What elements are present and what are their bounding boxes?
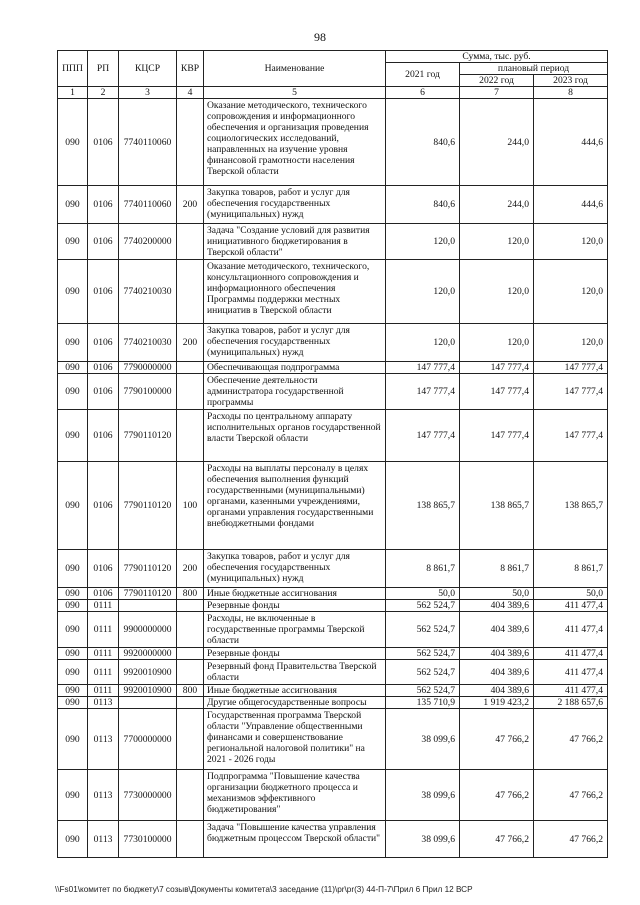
amount-2023-cell: 444,6 [534, 99, 608, 186]
amount-2022-cell: 404 389,6 [460, 685, 534, 697]
kcsr-cell: 7790110120 [119, 588, 177, 600]
amount-2023-cell: 138 865,7 [534, 462, 608, 550]
amount-2021-cell: 120,0 [386, 324, 460, 362]
table-row [58, 374, 608, 410]
header-planned: плановый период [460, 63, 608, 75]
table-row [58, 462, 608, 550]
amount-2021-cell: 562 524,7 [386, 648, 460, 660]
table-row [58, 550, 608, 588]
col-number: 7 [460, 87, 534, 99]
amount-2023-cell: 147 777,4 [534, 410, 608, 462]
name-cell: Оказание методического, технического сопровождения и информационного обеспечения и организация проведения социологических исследований, направленных на изучение уровня финансовой грамотности населения Тверской области [204, 99, 386, 186]
rp-cell: 0111 [88, 685, 119, 697]
table-row [58, 697, 608, 709]
page-number: 98 [314, 30, 326, 44]
rp-cell: 0106 [88, 324, 119, 362]
kcsr-cell: 9920000000 [119, 648, 177, 660]
header-kvr: КВР [177, 51, 204, 87]
amount-2021-cell: 120,0 [386, 260, 460, 324]
kcsr-cell: 7790000000 [119, 362, 177, 374]
amount-2021-cell: 562 524,7 [386, 685, 460, 697]
ppp-cell: 090 [58, 324, 88, 362]
col-number: 8 [534, 87, 608, 99]
kvr-cell: 100 [177, 462, 204, 550]
ppp-cell: 090 [58, 410, 88, 462]
amount-2021-cell: 562 524,7 [386, 600, 460, 612]
amount-2023-cell: 47 766,2 [534, 770, 608, 821]
table-row [58, 685, 608, 697]
kvr-cell [177, 99, 204, 186]
name-cell: Иные бюджетные ассигнования [204, 685, 386, 697]
rp-cell: 0113 [88, 770, 119, 821]
col-number: 1 [58, 87, 88, 99]
table-row [58, 186, 608, 224]
kvr-cell [177, 612, 204, 648]
kcsr-cell: 7740210030 [119, 324, 177, 362]
amount-2023-cell: 147 777,4 [534, 374, 608, 410]
rp-cell: 0106 [88, 550, 119, 588]
amount-2021-cell: 135 710,9 [386, 697, 460, 709]
kvr-cell [177, 821, 204, 858]
name-cell: Задача "Создание условий для развития инициативного бюджетирования в Тверской области" [204, 224, 386, 260]
kcsr-cell: 9920010900 [119, 685, 177, 697]
amount-2021-cell: 38 099,6 [386, 770, 460, 821]
amount-2023-cell: 444,6 [534, 186, 608, 224]
kvr-cell [177, 600, 204, 612]
table-row [58, 362, 608, 374]
kvr-cell: 800 [177, 685, 204, 697]
amount-2023-cell: 411 477,4 [534, 685, 608, 697]
ppp-cell: 090 [58, 588, 88, 600]
ppp-cell: 090 [58, 462, 88, 550]
rp-cell: 0111 [88, 648, 119, 660]
amount-2022-cell: 120,0 [460, 224, 534, 260]
kvr-cell [177, 648, 204, 660]
table-row [58, 709, 608, 770]
kcsr-cell: 7740200000 [119, 224, 177, 260]
rp-cell: 0111 [88, 612, 119, 648]
kcsr-cell: 7730100000 [119, 821, 177, 858]
amount-2022-cell: 47 766,2 [460, 770, 534, 821]
name-cell: Обеспечивающая подпрограмма [204, 362, 386, 374]
amount-2023-cell: 120,0 [534, 224, 608, 260]
table-row [58, 224, 608, 260]
kcsr-cell: 7740110060 [119, 186, 177, 224]
amount-2021-cell: 38 099,6 [386, 821, 460, 858]
amount-2022-cell: 50,0 [460, 588, 534, 600]
amount-2022-cell: 147 777,4 [460, 362, 534, 374]
amount-2023-cell: 2 188 657,6 [534, 697, 608, 709]
amount-2023-cell: 411 477,4 [534, 648, 608, 660]
ppp-cell: 090 [58, 660, 88, 685]
name-cell: Расходы на выплаты персоналу в целях обеспечения выполнения функций государственными (муниципальными) органами, казенными учреждениями, органами управления государственными внебюджетными фондами [204, 462, 386, 550]
kcsr-cell: 7740210030 [119, 260, 177, 324]
table-row [58, 600, 608, 612]
rp-cell: 0113 [88, 709, 119, 770]
amount-2023-cell: 120,0 [534, 260, 608, 324]
name-cell: Закупка товаров, работ и услуг для обеспечения государственных (муниципальных) нужд [204, 186, 386, 224]
col-number: 3 [119, 87, 177, 99]
kcsr-cell: 7790110120 [119, 550, 177, 588]
header-2021: 2021 год [386, 63, 460, 87]
amount-2023-cell: 47 766,2 [534, 709, 608, 770]
kcsr-cell [119, 600, 177, 612]
rp-cell: 0111 [88, 600, 119, 612]
amount-2021-cell: 138 865,7 [386, 462, 460, 550]
budget-table [57, 50, 608, 858]
amount-2021-cell: 562 524,7 [386, 660, 460, 685]
ppp-cell: 090 [58, 260, 88, 324]
name-cell: Расходы по центральному аппарату исполнительных органов государственной власти Тверской области [204, 410, 386, 462]
header-ppp: ППП [58, 51, 88, 87]
kcsr-cell: 7790110120 [119, 410, 177, 462]
ppp-cell: 090 [58, 685, 88, 697]
kvr-cell: 200 [177, 186, 204, 224]
amount-2022-cell: 120,0 [460, 324, 534, 362]
kvr-cell [177, 410, 204, 462]
amount-2022-cell: 244,0 [460, 186, 534, 224]
kvr-cell [177, 709, 204, 770]
rp-cell: 0113 [88, 821, 119, 858]
name-cell: Государственная программа Тверской области "Управление общественными финансами и совершенствование региональной налоговой политики" на 2021 - 2026 годы [204, 709, 386, 770]
kvr-cell: 200 [177, 550, 204, 588]
ppp-cell: 090 [58, 362, 88, 374]
amount-2023-cell: 411 477,4 [534, 660, 608, 685]
amount-2022-cell: 47 766,2 [460, 821, 534, 858]
header-sum: Сумма, тыс. руб. [386, 51, 608, 63]
amount-2021-cell: 147 777,4 [386, 362, 460, 374]
name-cell: Обеспечение деятельности администратора государственной программы [204, 374, 386, 410]
header-2022: 2022 год [460, 75, 534, 87]
kvr-cell [177, 374, 204, 410]
kvr-cell [177, 260, 204, 324]
amount-2021-cell: 120,0 [386, 224, 460, 260]
kcsr-cell: 7740110060 [119, 99, 177, 186]
name-cell: Иные бюджетные ассигнования [204, 588, 386, 600]
amount-2021-cell: 147 777,4 [386, 410, 460, 462]
header-2023: 2023 год [534, 75, 608, 87]
name-cell: Резервные фонды [204, 600, 386, 612]
amount-2021-cell: 562 524,7 [386, 612, 460, 648]
file-path-footer: \\Fs01\комитет по бюджету\7 созыв\Документы комитета\3 заседание (11)\pr\pr(3) 44-П-7\Прил 6 Прил 12 ВСР [55, 885, 473, 894]
ppp-cell: 090 [58, 550, 88, 588]
kvr-cell [177, 697, 204, 709]
rp-cell: 0106 [88, 224, 119, 260]
name-cell: Закупка товаров, работ и услуг для обеспечения государственных (муниципальных) нужд [204, 550, 386, 588]
rp-cell: 0106 [88, 186, 119, 224]
kcsr-cell: 9920010900 [119, 660, 177, 685]
amount-2022-cell: 8 861,7 [460, 550, 534, 588]
rp-cell: 0106 [88, 362, 119, 374]
name-cell: Оказание методического, технического, консультационного сопровождения и информационного обеспечения Программы поддержки местных инициатив в Тверской области [204, 260, 386, 324]
rp-cell: 0111 [88, 660, 119, 685]
kcsr-cell: 9900000000 [119, 612, 177, 648]
amount-2022-cell: 120,0 [460, 260, 534, 324]
amount-2023-cell: 411 477,4 [534, 612, 608, 648]
ppp-cell: 090 [58, 224, 88, 260]
amount-2021-cell: 8 861,7 [386, 550, 460, 588]
kcsr-cell: 7700000000 [119, 709, 177, 770]
kcsr-cell: 7790110120 [119, 462, 177, 550]
col-number: 4 [177, 87, 204, 99]
name-cell: Закупка товаров, работ и услуг для обеспечения государственных (муниципальных) нужд [204, 324, 386, 362]
ppp-cell: 090 [58, 374, 88, 410]
name-cell: Резервные фонды [204, 648, 386, 660]
table-row [58, 821, 608, 858]
kcsr-cell: 7730000000 [119, 770, 177, 821]
col-number: 5 [204, 87, 386, 99]
table-row [58, 612, 608, 648]
rp-cell: 0106 [88, 374, 119, 410]
amount-2022-cell: 1 919 423,2 [460, 697, 534, 709]
amount-2023-cell: 147 777,4 [534, 362, 608, 374]
rp-cell: 0106 [88, 260, 119, 324]
amount-2023-cell: 120,0 [534, 324, 608, 362]
table-row [58, 99, 608, 186]
rp-cell: 0106 [88, 410, 119, 462]
ppp-cell: 090 [58, 697, 88, 709]
kvr-cell [177, 224, 204, 260]
amount-2021-cell: 840,6 [386, 186, 460, 224]
ppp-cell: 090 [58, 709, 88, 770]
rp-cell: 0106 [88, 99, 119, 186]
kvr-cell: 800 [177, 588, 204, 600]
name-cell: Подпрограмма "Повышение качества организации бюджетного процесса и механизмов эффективного бюджетирования" [204, 770, 386, 821]
name-cell: Резервный фонд Правительства Тверской области [204, 660, 386, 685]
kvr-cell [177, 660, 204, 685]
amount-2022-cell: 404 389,6 [460, 660, 534, 685]
amount-2023-cell: 8 861,7 [534, 550, 608, 588]
amount-2023-cell: 47 766,2 [534, 821, 608, 858]
ppp-cell: 090 [58, 612, 88, 648]
table-row [58, 588, 608, 600]
header-rp: РП [88, 51, 119, 87]
table-row [58, 410, 608, 462]
amount-2022-cell: 404 389,6 [460, 612, 534, 648]
ppp-cell: 090 [58, 600, 88, 612]
ppp-cell: 090 [58, 648, 88, 660]
table-row [58, 260, 608, 324]
amount-2022-cell: 147 777,4 [460, 410, 534, 462]
amount-2022-cell: 404 389,6 [460, 600, 534, 612]
name-cell: Другие общегосударственные вопросы [204, 697, 386, 709]
amount-2022-cell: 147 777,4 [460, 374, 534, 410]
name-cell: Задача "Повышение качества управления бюджетным процессом Тверской области" [204, 821, 386, 858]
amount-2022-cell: 138 865,7 [460, 462, 534, 550]
table-row [58, 660, 608, 685]
rp-cell: 0106 [88, 462, 119, 550]
ppp-cell: 090 [58, 186, 88, 224]
amount-2021-cell: 38 099,6 [386, 709, 460, 770]
amount-2023-cell: 50,0 [534, 588, 608, 600]
table-row [58, 324, 608, 362]
name-cell: Расходы, не включенные в государственные программы Тверской области [204, 612, 386, 648]
amount-2022-cell: 404 389,6 [460, 648, 534, 660]
amount-2021-cell: 50,0 [386, 588, 460, 600]
kvr-cell [177, 362, 204, 374]
col-number: 2 [88, 87, 119, 99]
kvr-cell [177, 770, 204, 821]
kcsr-cell: 7790100000 [119, 374, 177, 410]
header-name: Наименование [204, 51, 386, 87]
amount-2021-cell: 840,6 [386, 99, 460, 186]
ppp-cell: 090 [58, 821, 88, 858]
amount-2023-cell: 411 477,4 [534, 600, 608, 612]
table-row [58, 770, 608, 821]
amount-2022-cell: 244,0 [460, 99, 534, 186]
col-number: 6 [386, 87, 460, 99]
ppp-cell: 090 [58, 99, 88, 186]
kcsr-cell [119, 697, 177, 709]
kvr-cell: 200 [177, 324, 204, 362]
ppp-cell: 090 [58, 770, 88, 821]
amount-2021-cell: 147 777,4 [386, 374, 460, 410]
header-kcsr: КЦСР [119, 51, 177, 87]
rp-cell: 0113 [88, 697, 119, 709]
rp-cell: 0106 [88, 588, 119, 600]
table-row [58, 648, 608, 660]
amount-2022-cell: 47 766,2 [460, 709, 534, 770]
